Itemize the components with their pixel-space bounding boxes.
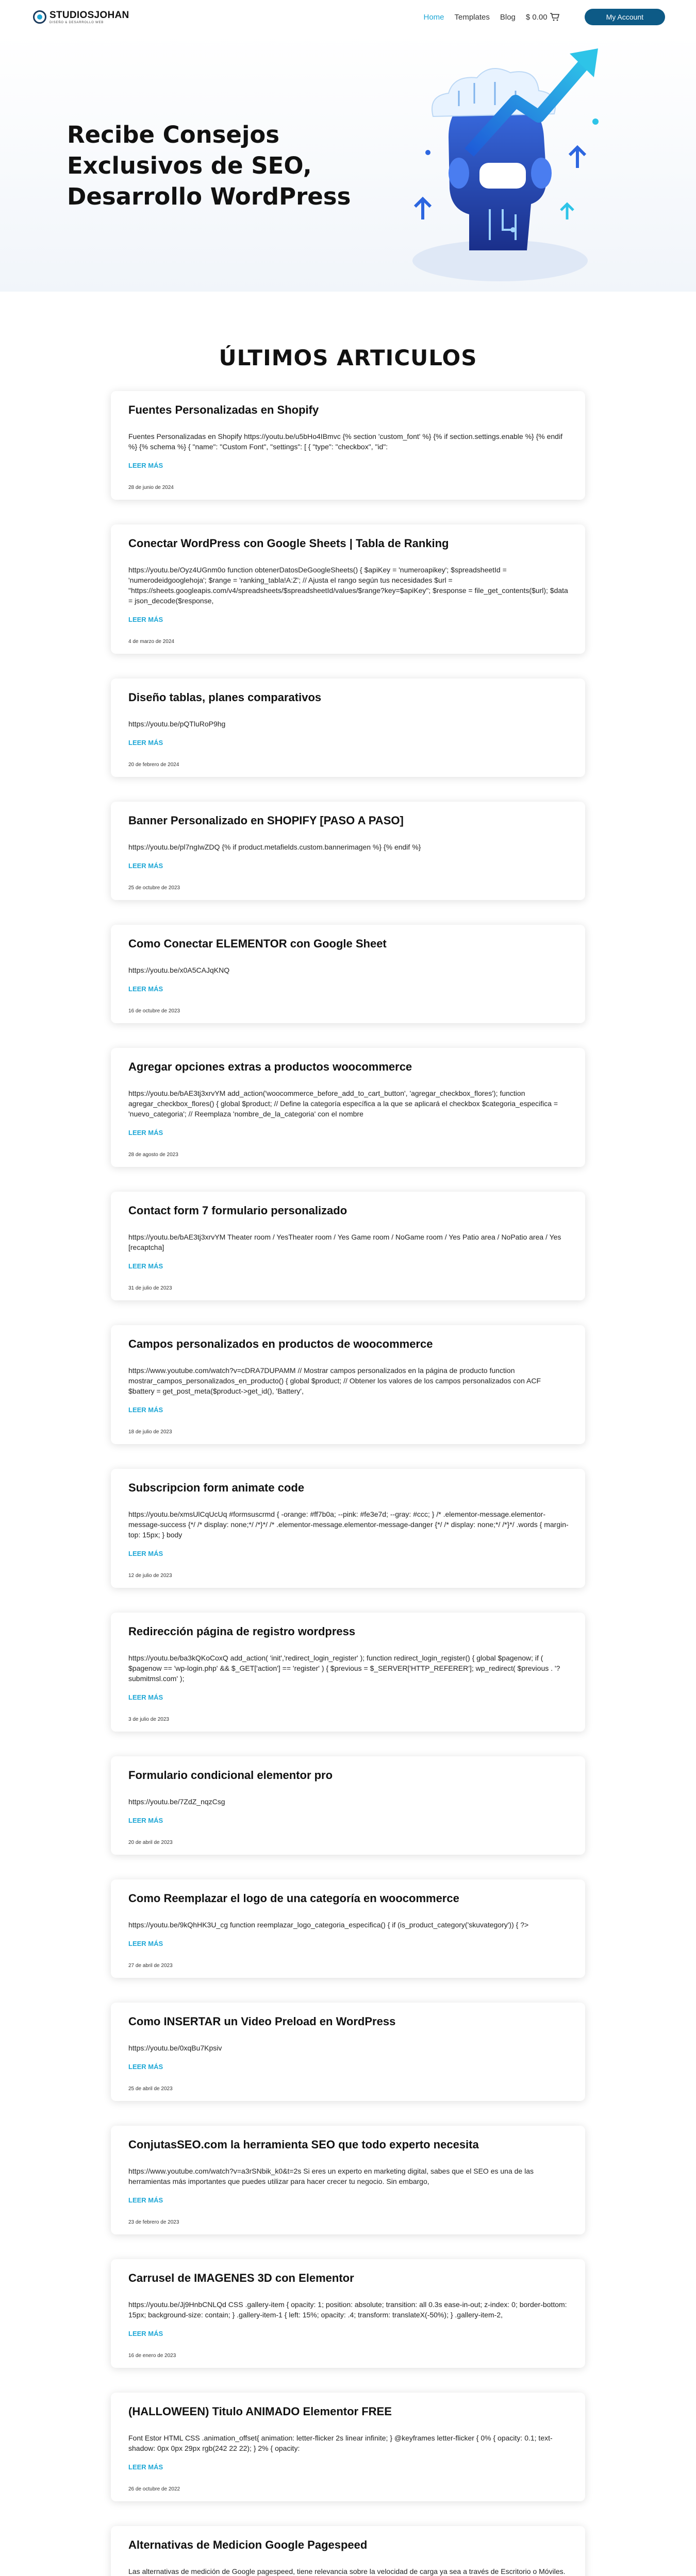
my-account-button[interactable]: My Account [585,9,665,25]
article-excerpt: https://youtu.be/x0A5CAJqKNQ [128,966,230,974]
article-card [111,524,585,654]
article-title[interactable]: Alternativas de Medicion Google Pagespeed [128,2538,368,2551]
read-more-link[interactable]: LEER MÁS [128,2196,163,2204]
read-more-link[interactable]: LEER MÁS [128,1693,163,1701]
article-excerpt: https://www.youtube.com/watch?v=cDRA7DUPAMM // Mostrar campos personalizados en la página de producto function mostrar_campos_personalizados_en_producto() { global $product; // Obtener los valores de los campos personalizados con ACF $battery = get_post_meta($product->get_id(), 'Battery', [128,1366,541,1395]
article-date: 27 de abril de 2023 [128,1963,173,1969]
article-card [111,2393,585,2501]
article-excerpt: https://youtu.be/Oyz4UGnm0o function obtenerDatosDeGoogleSheets() { $apiKey = 'numeroapikey'; $spreadsheetId = 'numerodeidgooglehoja'; $range = 'ranking_tabla!A:Z'; // Ajusta el rango según tus necesidades $url = "https://sheets.googleapis.com/v4/spreadsheets/$spreadsheetId/values/$range?key=$apiKey"; $response = file_get_contents($url); $data = json_decode($response, [128,566,568,605]
article-date: 3 de julio de 2023 [128,1717,169,1722]
article-card [111,2003,585,2101]
article-title[interactable]: ConjutasSEO.com la herramienta SEO que todo experto necesita [128,2138,479,2151]
article-date: 28 de agosto de 2023 [128,1152,178,1158]
article-title[interactable]: Banner Personalizado en SHOPIFY [PASO A PASO] [128,814,404,827]
article-title[interactable]: (HALLOWEEN) Titulo ANIMADO Elementor FREE [128,2405,392,2418]
read-more-link[interactable]: LEER MÁS [128,985,163,993]
article-title[interactable]: Contact form 7 formulario personalizado [128,1204,347,1217]
article-card [111,391,585,500]
article-card [111,925,585,1023]
article-title[interactable]: Campos personalizados en productos de woocommerce [128,1337,433,1350]
read-more-link[interactable]: LEER MÁS [128,2463,163,2471]
article-date: 4 de marzo de 2024 [128,639,174,645]
article-excerpt: https://youtu.be/pl7ngIwZDQ {% if product.metafields.custom.bannerimagen %} {% endif %} [128,843,421,851]
logo-name: STUDIOSJOHAN [49,9,129,21]
cart-link[interactable] [526,13,560,22]
hero-illustration-icon [392,44,619,286]
read-more-link[interactable]: LEER MÁS [128,739,163,747]
read-more-link[interactable]: LEER MÁS [128,462,163,469]
article-excerpt: https://youtu.be/0xqBu7Kpsiv [128,2044,222,2052]
article-title[interactable]: Subscripcion form animate code [128,1481,305,1494]
article-title[interactable]: Formulario condicional elementor pro [128,1769,333,1782]
article-title[interactable]: Como Conectar ELEMENTOR con Google Sheet [128,937,387,950]
nav-templates[interactable]: Templates [454,12,490,22]
article-card [111,1048,585,1167]
article-card [111,1879,585,1978]
article-excerpt: https://youtu.be/bAE3tj3xrvYM add_action('woocommerce_before_add_to_cart_button', 'agregar_checkbox_flores'); function agregar_checkbox_flores() { global $product; // Define la categoría específica a la que se aplicará el checkbox $categoria_especifica = 'nuevo_categoria'; // Reemplaza 'nombre_de_la_categoria' con el nombre [128,1089,558,1118]
site-logo[interactable] [33,10,129,24]
read-more-link[interactable]: LEER MÁS [128,1550,163,1557]
article-date: 25 de octubre de 2023 [128,885,180,891]
article-excerpt: https://youtu.be/pQTluRoP9hg [128,720,226,728]
latest-articles-title: ÚLTIMOS ARTICULOS [219,345,477,370]
article-title[interactable]: Fuentes Personalizadas en Shopify [128,403,319,416]
article-date: 16 de enero de 2023 [128,2353,176,2359]
read-more-link[interactable]: LEER MÁS [128,1406,163,1414]
article-title[interactable]: Diseño tablas, planes comparativos [128,691,322,704]
article-title[interactable]: Conectar WordPress con Google Sheets | Tabla de Ranking [128,537,449,550]
article-card [111,1325,585,1444]
article-date: 25 de abril de 2023 [128,2086,173,2092]
article-card [111,2526,585,2576]
article-date: 18 de julio de 2023 [128,1429,172,1435]
read-more-link[interactable]: LEER MÁS [128,862,163,870]
read-more-link[interactable]: LEER MÁS [128,2063,163,2071]
article-date: 12 de julio de 2023 [128,1573,172,1579]
main-nav [423,9,665,25]
article-date: 28 de junio de 2024 [128,485,174,490]
site-header [0,0,696,34]
article-title[interactable]: Como INSERTAR un Video Preload en WordPress [128,2015,396,2028]
article-card [111,1192,585,1300]
article-card [111,1469,585,1588]
article-excerpt: Fuentes Personalizadas en Shopify https://youtu.be/u5bHo4IBmvc {% section 'custom_font' %} {% if section.settings.enable %} {% endif %} {% schema %} { "name": "Custom Font", "settings": [ { "type": "checkbox", "id": [128,432,562,451]
article-date: 26 de octubre de 2022 [128,2486,180,2492]
article-title[interactable]: Redirección página de registro wordpress [128,1625,356,1638]
article-excerpt: Las alternativas de medición de Google pagespeed, tiene relevancia sobre la velocidad de carga ya sea a través de Escritorio o Móviles. [128,2567,566,2575]
nav-home[interactable]: Home [423,12,444,22]
read-more-link[interactable]: LEER MÁS [128,1262,163,1270]
read-more-link[interactable]: LEER MÁS [128,1129,163,1137]
article-card [111,2126,585,2234]
article-excerpt: https://www.youtube.com/watch?v=a3rSNbik_k0&t=2s Si eres un experto en marketing digital, sabes que el SEO es una de las herramientas más importantes que puedes utilizar para hacer crecer tu negocio. Sin embargo, [128,2167,534,2185]
article-card [111,679,585,777]
article-card [111,1613,585,1732]
read-more-link[interactable]: LEER MÁS [128,1817,163,1824]
article-title[interactable]: Carrusel de IMAGENES 3D con Elementor [128,2272,354,2284]
article-excerpt: https://youtu.be/7ZdZ_nqzCsg [128,1798,225,1806]
article-excerpt: https://youtu.be/9kQhHK3U_cg function reemplazar_logo_categoria_especifica() { if (is_product_category('skuvategory')) { ?> [128,1921,529,1929]
nav-blog[interactable]: Blog [500,12,516,22]
article-card [111,1756,585,1855]
article-title[interactable]: Agregar opciones extras a productos woocommerce [128,1060,412,1073]
logo-text [49,10,129,24]
articles-list [111,391,585,2576]
article-date: 16 de octubre de 2023 [128,1008,180,1014]
article-excerpt: https://youtu.be/ba3kQKoCoxQ add_action( 'init','redirect_login_register' ); function redirect_login_register() { global $pagenow; if ( $pagenow == 'wp-login.php' && $_GET['action'] == 'register' ) { $previous = $_SERVER['HTTP_REFERER']; wp_redirect( $previous . '?submitmsl.com' ); [128,1654,560,1683]
article-title[interactable]: Como Reemplazar el logo de una categoría en woocommerce [128,1892,459,1905]
logo-mark-icon [33,10,46,24]
cart-icon [550,13,560,21]
article-date: 31 de julio de 2023 [128,1285,172,1291]
article-date: 20 de abril de 2023 [128,1840,173,1845]
article-card [111,2259,585,2368]
article-card [111,802,585,900]
article-excerpt: https://youtu.be/xmsUlCqUcUq #formsuscrmd { -orange: #ff7b0a; --pink: #fe3e7d; --gray: #ccc; } /* .elementor-message.elementor-message-success {*/ /* display: none;*/ /*}*/ /* .elementor-message.elementor-message-danger {*/ /* display: none;*/ /*}*/ .words { margin-top: 15px; } body [128,1510,569,1539]
hero-section [0,34,696,292]
read-more-link[interactable]: LEER MÁS [128,1940,163,1947]
article-excerpt: https://youtu.be/bAE3tj3xrvYM Theater room / YesTheater room / Yes Game room / NoGame room / Yes Patio area / NoPatio area / Yes [recaptcha] [128,1233,561,1251]
article-excerpt: https://youtu.be/Jj9HnbCNLQd CSS .gallery-item { opacity: 1; position: absolute; transition: all 0.3s ease-in-out; z-index: 0; border-bottom: 15px; background-size: contain; } .gallery-item-1 { left: 15%; opacity: .4; transform: translateX(-50%); } .gallery-item-2, [128,2300,567,2319]
logo-tagline: DISEÑO & DESARROLLO WEB [49,21,104,24]
hero-title: Recibe Consejos Exclusivos de SEO, Desarrollo WordPress [67,121,351,210]
cart-amount: $ 0.00 [525,12,548,22]
article-excerpt: Font Estor HTML CSS .animation_offset{ animation: letter-flicker 2s linear infinite; } @keyframes letter-flicker { 0% { opacity: 0.1; text-shadow: 0px 0px 29px rgb(242 22 22); } 2% { opacity: [128,2434,553,2452]
read-more-link[interactable]: LEER MÁS [128,616,163,623]
article-date: 23 de febrero de 2023 [128,2219,179,2225]
read-more-link[interactable]: LEER MÁS [128,2330,163,2337]
article-date: 20 de febrero de 2024 [128,762,179,768]
